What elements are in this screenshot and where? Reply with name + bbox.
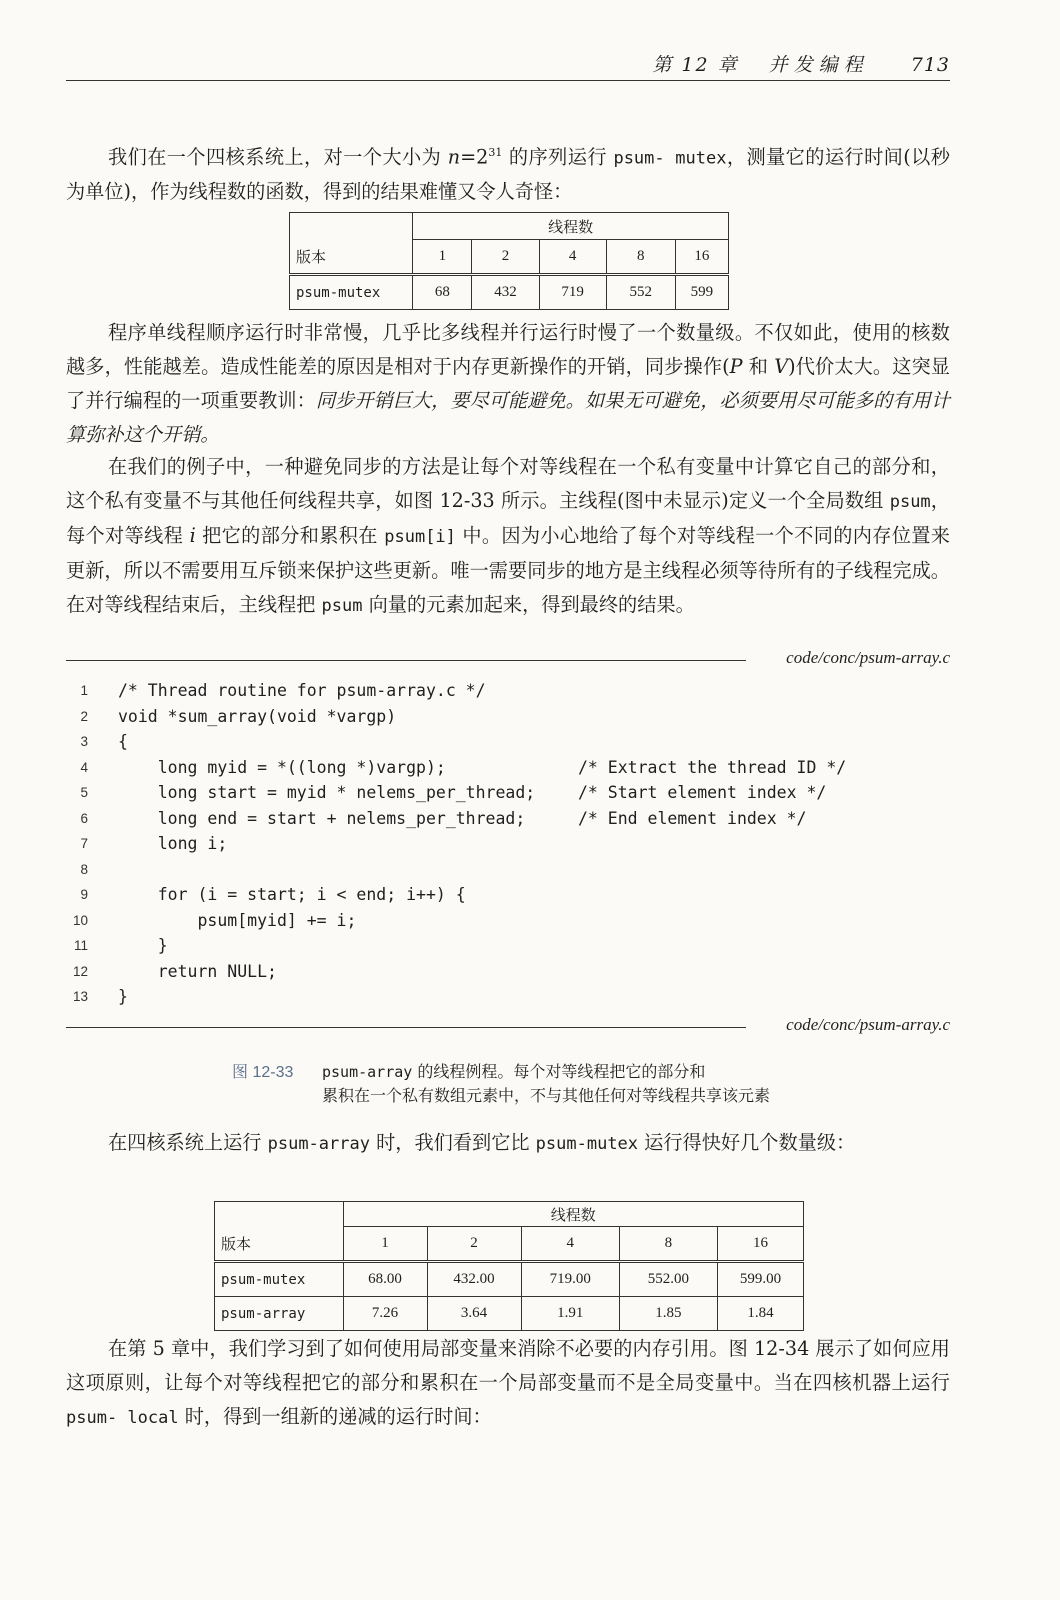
p5-text-a: 在第 5 章中，我们学习到了如何使用局部变量来消除不必要的内存引用。图 12-34 展示了如何应用这项原则，让每个对等线程把它的部分和累积在一个局部变量而不是全局变量中。当在四核机器上运行 [66,1337,950,1394]
table-cell: 432 [472,275,539,310]
code-line [66,959,950,985]
line-number: 2 [80,708,88,724]
code-top-rule [66,660,746,661]
table-cell: 599 [675,275,728,310]
p3-text-e: 向量的元素加起来，得到最终的结果。 [362,593,695,616]
line-number: 5 [80,785,88,800]
p2-P: P [729,355,743,378]
version-label: 版本 [215,1227,344,1262]
table-cell: 3.64 [427,1297,521,1331]
thread-count-cell: 8 [619,1227,717,1262]
line-number: 1 [80,683,88,698]
code-source: /* Thread routine for psum-array.c */ [118,681,486,700]
code-file-label-top: code/conc/psum-array.c [786,648,950,667]
p3-text-b: ，每个对等线程 [66,489,950,547]
code-line [66,806,950,832]
code-psum-mutex-2: psum-mutex [535,1134,639,1154]
line-number: 12 [72,963,88,979]
thread-count-cell: 1 [343,1227,427,1262]
figure-number: 图 12-33 [232,1064,294,1081]
chapter-title: 并发编程 [768,54,869,76]
p4-text-a: 在四核系统上运行 [108,1131,268,1154]
table-cell: 1.91 [521,1297,619,1331]
line-number: 7 [80,836,88,851]
formula-n: n [447,145,461,169]
p2-text-a: 程序单线程顺序运行时非常慢，几乎比多线程并行运行时慢了一个数量级。不仅如此，使用的核数越多，性能越差。造成性能差的原因是相对于内存更新操作的开销，同步操作( [66,321,950,378]
table-row [215,1297,804,1331]
table-cell: 7.26 [343,1297,427,1331]
thread-count-cell: 4 [539,240,606,275]
line-number: 9 [80,887,88,902]
paragraph-3 [66,450,950,623]
code-source: } [118,987,128,1006]
code-line [66,729,950,755]
code-source: long start = myid * nelems_per_thread; [118,783,536,802]
header-rule [66,80,950,81]
table-cell: 432.00 [427,1262,521,1297]
paragraph-1 [66,136,950,209]
thread-count-cell: 2 [427,1227,521,1262]
code-comment: /* End element index */ [578,808,807,828]
table-cell: 719.00 [521,1262,619,1297]
thread-count-cell: 1 [413,240,472,275]
line-number: 13 [72,989,88,1004]
code-psum-mutex: psum- mutex [613,148,727,169]
figure-caption [232,1060,892,1105]
line-number: 11 [73,938,88,953]
page-number: 713 [910,54,950,76]
table-row [215,1262,804,1297]
table-cell: 1.84 [717,1297,803,1331]
line-number: 6 [80,810,88,826]
p1-text-b: 的序列运行 [502,145,614,169]
line-number: 4 [80,759,88,775]
caption-line-1 [322,1060,892,1084]
code-psum-local: psum- local [66,1408,179,1428]
code-source: { [118,732,128,751]
version-label: 版本 [290,240,413,275]
row-label: psum-array [215,1297,344,1331]
p3-text-c: 把它的部分和累积在 [195,524,385,547]
thread-count-header: 线程数 [413,213,729,240]
timing-table-1 [289,212,729,310]
paragraph-4 [66,1126,950,1161]
code-source: for (i = start; i < end; i++) { [118,885,466,904]
p2-V: V [774,355,789,378]
code-comment: /* Start element index */ [578,783,827,802]
code-file-label-bottom: code/conc/psum-array.c [786,1015,950,1034]
code-psum: psum [889,492,931,512]
code-line [66,857,950,883]
code-psum-array: psum-array [267,1134,370,1154]
code-line [66,908,950,934]
code-psum-2: psum [321,596,363,616]
code-listing [66,678,950,1010]
code-source: void *sum_array(void *vargp) [118,706,397,726]
table-cell: 552.00 [619,1262,717,1297]
timing-table-2 [214,1201,804,1331]
code-source: return NULL; [118,961,277,981]
table-cell: 68.00 [343,1262,427,1297]
thread-count-cell: 16 [675,240,728,275]
table-cell: 599.00 [717,1262,803,1297]
corner-cell [215,1202,344,1227]
thread-count-cell: 8 [606,240,675,275]
code-source: } [118,936,168,955]
p1-text-c: ，测量它的运行时间(以秒为单位)，作为线程数的函数，得到的结果难懂又令人奇怪： [66,145,950,204]
table-cell: 719 [539,275,606,310]
caption-text [322,1060,892,1108]
thread-count-cell: 2 [472,240,539,275]
thread-count-cell: 16 [717,1227,803,1262]
caption-line1-text: 的线程例程。每个对等线程把它的部分和 [412,1062,706,1081]
table-row [290,275,729,310]
caption-code: psum-array [322,1063,413,1081]
p4-text-b: 时，我们看到它比 [369,1131,536,1154]
thread-count-header: 线程数 [343,1202,803,1227]
code-source: psum[myid] += i; [118,910,357,930]
table-cell: 1.85 [619,1297,717,1331]
formula-exponent: 31 [488,146,503,159]
table-cell: 68 [413,275,472,310]
code-psum-i: psum[i] [384,527,456,547]
p3-i: i [189,524,196,547]
row-label: psum-mutex [215,1262,344,1297]
line-number: 10 [72,912,88,928]
line-number: 8 [80,861,88,877]
p5-text-b: 时，得到一组新的递减的运行时间： [178,1405,492,1428]
code-source: long myid = *((long *)vargp); [118,757,446,777]
p2-text-b: )代价太大。这突显了并行编程的一项重要教训： [66,355,950,412]
code-bottom-rule [66,1027,746,1028]
p4-text-c: 运行得快好几个数量级： [638,1131,856,1154]
code-line [66,933,950,959]
code-line [66,831,950,857]
code-line [66,704,950,730]
thread-count-cell: 4 [521,1227,619,1262]
code-source: long end = start + nelems_per_thread; [118,808,526,828]
code-comment: /* Extract the thread ID */ [578,757,847,777]
code-line [66,755,950,781]
line-number: 3 [80,734,88,749]
p3-text-d: 中。因为小心地给了每个对等线程一个不同的内存位置来更新，所以不需要用互斥锁来保护这些更新。唯一需要同步的地方是主线程必须等待所有的子线程完成。在对等线程结束后，主线程把 [66,524,950,616]
formula-eq: =2 [460,145,489,169]
p2-lesson: 同步开销巨大，要尽可能避免。如果无可避免，必须要用尽可能多的有用计算弥补这个开销。 [66,389,951,446]
chapter-number: 第 12 章 [652,54,739,76]
code-line [66,882,950,908]
p2-and: 和 [742,355,775,378]
row-label: psum-mutex [290,275,413,310]
p3-text-a: 在我们的例子中，一种避免同步的方法是让每个对等线程在一个私有变量中计算它自己的部分和，这个私有变量不与其他任何线程共享，如图 12-33 所示。主线程(图中未显示)定义一个全局数组 [66,455,950,512]
code-line [66,780,950,806]
paragraph-2 [66,316,950,452]
code-line [66,984,950,1010]
paragraph-5 [66,1332,950,1435]
corner-cell [290,213,413,240]
code-source: long i; [118,834,228,853]
p1-text-a: 我们在一个四核系统上，对一个大小为 [108,145,448,169]
running-head [66,50,950,78]
caption-line-2: 累积在一个私有数组元素中，不与其他任何对等线程共享该元素 [322,1086,771,1105]
code-line [66,678,950,704]
table-cell: 552 [606,275,675,310]
